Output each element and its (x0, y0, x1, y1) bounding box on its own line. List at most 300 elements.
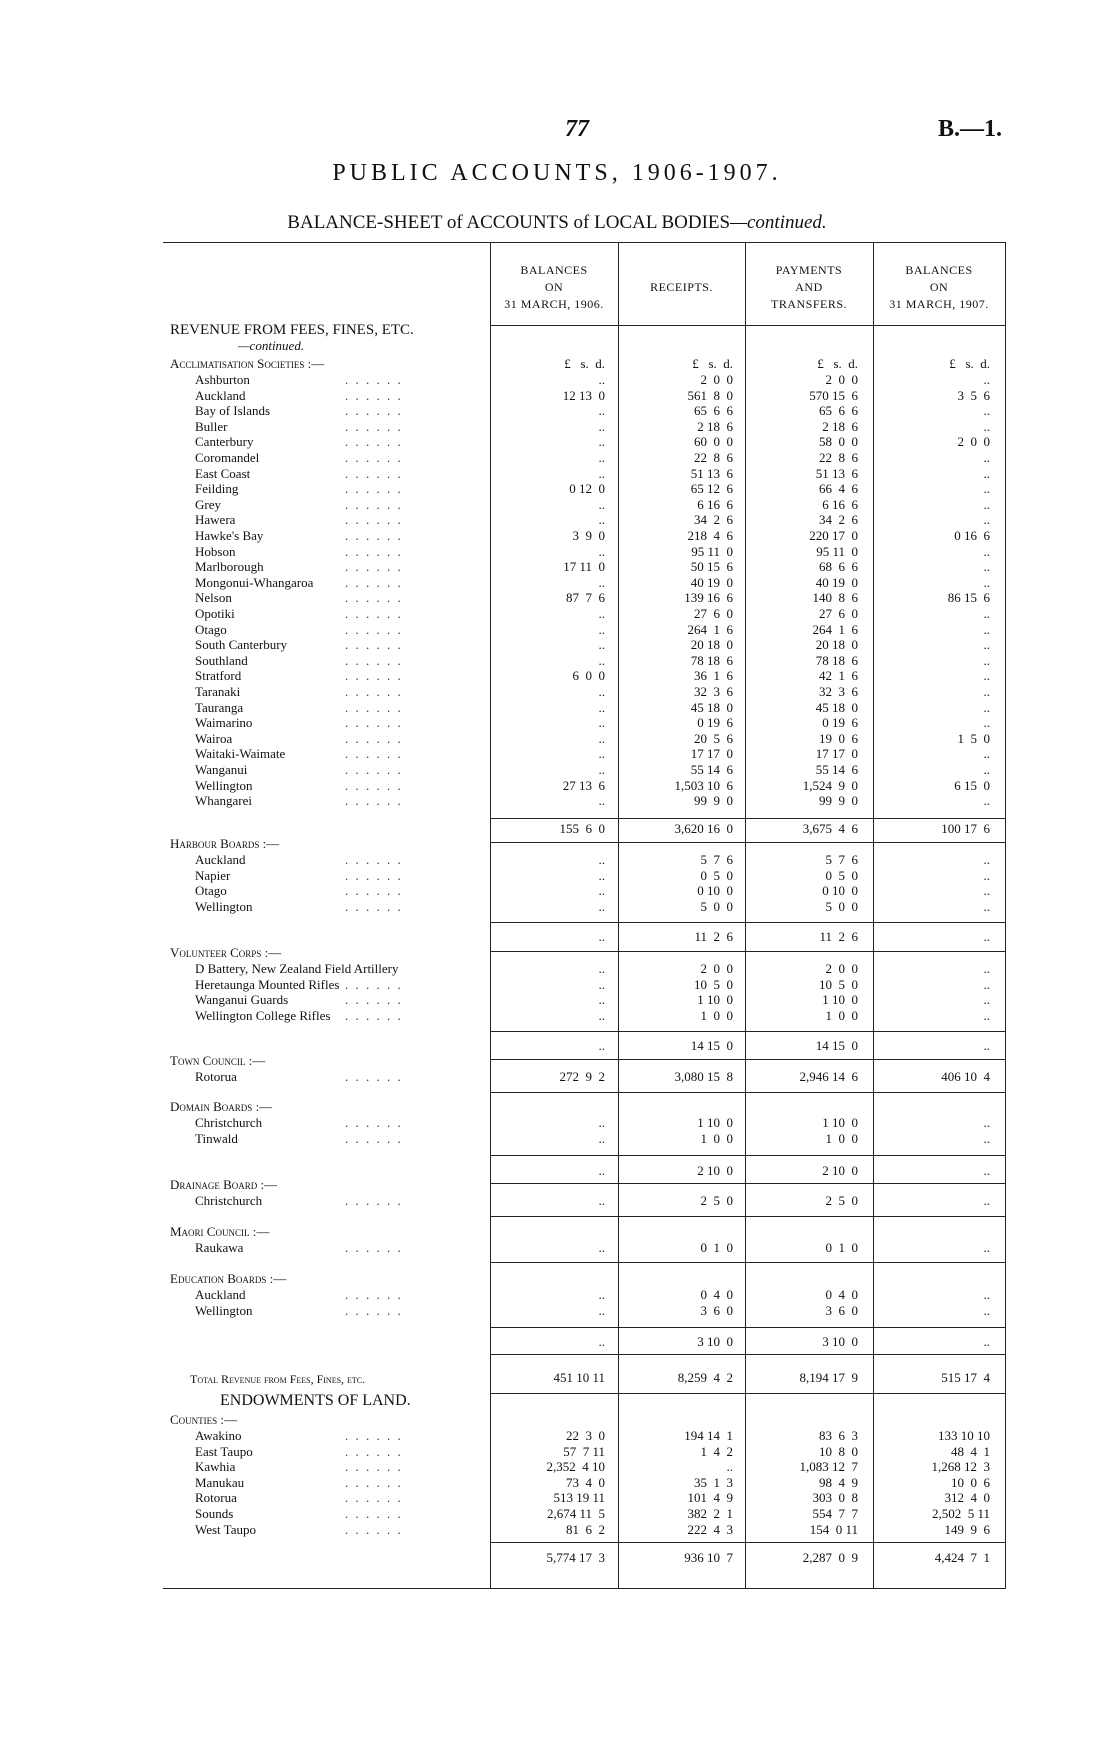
cell-c2: 78 18 6 (690, 652, 733, 668)
table-row (0, 606, 1114, 622)
subtotal-rule (873, 951, 1005, 952)
cell-c1: 6 0 0 (572, 668, 605, 684)
subtotal-rule (873, 1216, 1005, 1217)
cell-c2: 2 0 0 (700, 372, 733, 387)
cell-c2: 1 10 0 (697, 992, 733, 1008)
row-name: Tinwald (195, 1130, 238, 1146)
page-number: 77 (565, 116, 589, 142)
row-name: Sounds (195, 1506, 234, 1521)
subtotal-rule (490, 842, 618, 843)
row-name: Wellington (195, 898, 253, 914)
cell-c3: 0 19 6 (822, 715, 858, 731)
subtotal-row (0, 821, 1114, 837)
total-c3: 2,287 0 9 (802, 1550, 858, 1565)
total-c1: 5,774 17 3 (546, 1550, 605, 1565)
subtotal-rule (745, 1327, 873, 1328)
table-row (0, 434, 1114, 450)
cell-c1: .. (598, 898, 605, 914)
cell-c3: 95 11 0 (816, 543, 858, 559)
header-line: TRANSFERS. (770, 297, 848, 311)
cell-c2: 60 0 0 (694, 434, 733, 450)
leader-dots: . . . . . . (345, 684, 403, 699)
cell-c2: 222 4 3 (687, 1521, 733, 1537)
total-c2: 3,620 16 0 (674, 821, 733, 836)
cell-c4: 406 10 4 (941, 1069, 990, 1084)
cell-c1: .. (598, 403, 605, 419)
table-row (0, 1193, 1114, 1209)
leader-dots: . . . . . . (345, 1007, 403, 1023)
section-label: Volunteer Corps :— (170, 945, 282, 960)
row-name: Taranaki (195, 684, 241, 699)
cell-c3: 58 0 0 (819, 434, 858, 450)
cell-c4: .. (983, 543, 990, 559)
cell-c2: 1 0 0 (700, 1130, 733, 1146)
section-label: Domain Boards :— (170, 1099, 273, 1114)
cell-c4: .. (983, 762, 990, 777)
cell-c1: .. (598, 1007, 605, 1023)
cell-c3: 0 4 0 (825, 1287, 858, 1302)
total-c1: .. (598, 1334, 605, 1349)
cell-c1: .. (598, 976, 605, 992)
cell-c1: .. (598, 418, 605, 434)
section-label: Town Council :— (170, 1053, 266, 1068)
table-row (0, 590, 1114, 606)
total-c4: 515 17 4 (941, 1370, 990, 1385)
cell-c1: .. (598, 867, 605, 883)
endowments-heading: ENDOWMENTS OF LAND. (220, 1392, 411, 1409)
subtotal-rule (490, 1059, 618, 1060)
header-line: 31 MARCH, 1906. (504, 297, 604, 311)
cell-c1: .. (598, 512, 605, 528)
header-receipts (618, 279, 745, 296)
cell-c2: 0 10 0 (697, 883, 733, 899)
cell-c1: .. (598, 992, 605, 1008)
leader-dots: . . . . . . (345, 1115, 403, 1130)
leader-dots: . . . . . . (345, 1521, 403, 1537)
cell-c2: 101 4 9 (687, 1490, 733, 1506)
cell-c4: 2,502 5 11 (931, 1506, 990, 1521)
cell-c1: 272 9 2 (559, 1069, 605, 1084)
row-name: Stratford (195, 668, 242, 684)
cell-c3: 140 8 6 (812, 590, 858, 606)
row-name: Wanganui Guards (195, 992, 289, 1008)
page-title: PUBLIC ACCOUNTS, 1906-1907. (332, 160, 782, 186)
header-line: AND (795, 280, 823, 294)
page-subtitle (0, 212, 1114, 234)
cell-c2: 20 18 0 (690, 637, 733, 653)
total-c3: 14 15 0 (815, 1038, 858, 1053)
total-c3: 3 10 0 (822, 1334, 858, 1349)
cell-c4: 10 0 6 (951, 1474, 990, 1490)
table-row (0, 1240, 1114, 1256)
subtotal-rule (745, 922, 873, 923)
cell-c4: .. (983, 450, 990, 465)
unit-labels-c4: £ s. d. (949, 356, 990, 371)
cell-c3: 99 9 0 (819, 793, 858, 809)
subtotal-rule (745, 818, 873, 819)
leader-dots: . . . . . . (345, 606, 403, 621)
row-name: West Taupo (195, 1521, 256, 1537)
cell-c3: 17 17 0 (815, 746, 858, 762)
cell-c1: .. (598, 637, 605, 653)
subtotal-rule (490, 1216, 618, 1217)
leader-dots: . . . . . . (345, 1490, 403, 1506)
cell-c1: 0 12 0 (569, 481, 605, 497)
cell-c1: .. (598, 762, 605, 777)
total-c4: .. (983, 1163, 990, 1178)
cell-c1: .. (598, 961, 605, 976)
row-name: Tauranga (195, 699, 244, 715)
subtotal-row (0, 1550, 1114, 1566)
leader-dots: . . . . . . (345, 528, 403, 543)
cell-c2: 0 5 0 (700, 867, 733, 883)
row-name: Christchurch (195, 1115, 263, 1130)
subtotal-row (0, 1334, 1114, 1350)
cell-c1: 22 3 0 (566, 1428, 605, 1443)
cell-c2: 99 9 0 (694, 793, 733, 809)
header-line: PAYMENTS (775, 263, 843, 277)
table-row (0, 868, 1114, 884)
subtotal-rule (745, 842, 873, 843)
cell-c1: .. (598, 684, 605, 699)
cell-c2: 5 7 6 (700, 852, 733, 867)
row-name: Raukawa (195, 1240, 244, 1255)
row-name: Southland (195, 652, 248, 668)
row-name: Ashburton (195, 372, 250, 387)
subtotal-rule (745, 1393, 873, 1394)
subtotal-rule (873, 1262, 1005, 1263)
cell-c1: .. (598, 730, 605, 746)
cell-c1: .. (598, 621, 605, 637)
subtotal-rule (490, 1092, 618, 1093)
cell-c3: 154 0 11 (809, 1521, 858, 1537)
leader-dots: . . . . . . (345, 1287, 403, 1302)
cell-c1: .. (598, 606, 605, 621)
cell-c4: 312 4 0 (944, 1490, 990, 1506)
table-row (0, 778, 1114, 794)
subtitle-suffix: —continued. (730, 212, 827, 233)
subtotal-rule (873, 842, 1005, 843)
subtotal-rule (873, 1059, 1005, 1060)
row-name: Bay of Islands (195, 403, 271, 419)
cell-c3: 1,083 12 7 (799, 1459, 858, 1475)
table-row (0, 450, 1114, 466)
table-row (0, 559, 1114, 575)
cell-c3: 2 18 6 (822, 418, 858, 434)
leader-dots: . . . . . . (345, 668, 403, 684)
leader-dots: . . . . . . (345, 1069, 403, 1084)
row-name: Wellington College Rifles (195, 1007, 331, 1023)
cell-c2: 3,080 15 8 (674, 1069, 733, 1084)
subtotal-rule (490, 951, 618, 952)
subtotal-rule (745, 1262, 873, 1263)
leader-dots: . . . . . . (345, 1130, 403, 1146)
leader-dots: . . . . . . (345, 793, 403, 809)
table-row (0, 388, 1114, 404)
cell-c1: .. (598, 699, 605, 715)
table-row (0, 1069, 1114, 1085)
subtotal-rule (745, 1216, 873, 1217)
cell-c3: 20 18 0 (815, 637, 858, 653)
cell-c4: 86 15 6 (947, 590, 990, 606)
cell-c2: 65 6 6 (694, 403, 733, 419)
leader-dots: . . . . . . (345, 1443, 403, 1459)
leader-dots: . . . . . . (345, 898, 403, 914)
cell-c3: 68 6 6 (819, 559, 858, 575)
table-row (0, 793, 1114, 809)
cell-c4: .. (983, 898, 990, 914)
table-row (0, 1131, 1114, 1147)
table-row (0, 372, 1114, 388)
table-row (0, 544, 1114, 560)
leader-dots: . . . . . . (345, 512, 403, 528)
total-c4: .. (983, 1334, 990, 1349)
leader-dots: . . . . . . (345, 574, 403, 590)
section-label: Drainage Board :— (170, 1177, 278, 1192)
row-name: Christchurch (195, 1193, 263, 1208)
row-name: East Taupo (195, 1443, 253, 1459)
cell-c1: .. (598, 574, 605, 590)
cell-c4: .. (983, 668, 990, 684)
table-row (0, 899, 1114, 915)
section-label: Education Boards :— (170, 1271, 287, 1286)
leader-dots: . . . . . . (345, 543, 403, 559)
leader-dots: . . . . . . (345, 403, 403, 419)
cell-c2: 50 15 6 (690, 559, 733, 575)
cell-c2: 1,503 10 6 (674, 777, 733, 793)
table-row (0, 497, 1114, 513)
cell-c2: 3 6 0 (700, 1302, 733, 1318)
cell-c4: 133 10 10 (938, 1428, 990, 1443)
total-c3: 8,194 17 9 (799, 1370, 858, 1385)
cell-c3: 19 0 6 (819, 730, 858, 746)
cell-c1: .. (598, 434, 605, 450)
cell-c3: 303 0 8 (812, 1490, 858, 1506)
table-row (0, 622, 1114, 638)
table-row (0, 715, 1114, 731)
cell-c3: 2 0 0 (825, 372, 858, 387)
cell-c2: 17 17 0 (690, 746, 733, 762)
leader-dots: . . . . . . (345, 883, 403, 899)
row-name: Waitaki-Waimate (195, 746, 286, 762)
table-row (0, 883, 1114, 899)
cell-c4: .. (983, 852, 990, 867)
subtotal-rule (618, 1092, 745, 1093)
table-row (0, 1506, 1114, 1522)
subtotal-rule (618, 1155, 745, 1156)
row-name: Buller (195, 418, 228, 434)
cell-c4: 6 15 0 (954, 777, 990, 793)
table-row (0, 684, 1114, 700)
table-row (0, 1459, 1114, 1475)
cell-c3: 3 6 0 (825, 1302, 858, 1318)
leader-dots: . . . . . . (345, 762, 403, 777)
row-name: Manukau (195, 1474, 245, 1490)
subtotal-rule (490, 1262, 618, 1263)
header-payments (745, 262, 873, 313)
section-label: Maori Council :— (170, 1224, 270, 1239)
subtotal-rule (490, 1183, 618, 1184)
cell-c4: .. (983, 1115, 990, 1130)
subtotal-row (0, 1163, 1114, 1179)
cell-c2: 10 5 0 (694, 976, 733, 992)
table-row (0, 961, 1114, 977)
row-name: Feilding (195, 481, 239, 497)
cell-c3: 6 16 6 (822, 496, 858, 512)
cell-c3: 27 6 0 (819, 606, 858, 621)
cell-c1: .. (598, 1302, 605, 1318)
cell-c1: .. (598, 652, 605, 668)
cell-c1: .. (598, 746, 605, 762)
header-line: RECEIPTS. (650, 280, 713, 294)
cell-c1: .. (598, 1115, 605, 1130)
subtotal-rule (873, 1183, 1005, 1184)
cell-c4: .. (983, 1130, 990, 1146)
row-name: Coromandel (195, 450, 260, 465)
cell-c4: .. (983, 793, 990, 809)
cell-c1: 87 7 6 (566, 590, 605, 606)
row-name: Wellington (195, 1302, 253, 1318)
row-name: Auckland (195, 387, 246, 403)
row-name: Grey (195, 496, 221, 512)
cell-c2: 0 1 0 (700, 1240, 733, 1255)
total-c2: 8,259 4 2 (677, 1370, 733, 1385)
cell-c4: .. (983, 1287, 990, 1302)
cell-c4: .. (983, 1240, 990, 1255)
subtitle-main: BALANCE-SHEET of ACCOUNTS of LOCAL BODIES (287, 212, 731, 233)
table-row (0, 575, 1114, 591)
cell-c1: 17 11 0 (563, 559, 605, 575)
subtotal-rule (618, 1542, 745, 1543)
subtotal-rule (618, 1031, 745, 1032)
leader-dots: . . . . . . (345, 1506, 403, 1521)
cell-c4: 149 9 6 (944, 1521, 990, 1537)
cell-c3: 1,524 9 0 (802, 777, 858, 793)
table-row (0, 852, 1114, 868)
cell-c1: 27 13 6 (562, 777, 605, 793)
total-c2: 2 10 0 (697, 1163, 733, 1178)
cell-c3: 5 0 0 (825, 898, 858, 914)
table-row (0, 637, 1114, 653)
subtotal-rule (873, 1354, 1005, 1355)
subtotal-rule (873, 922, 1005, 923)
grand-total-label: Total Revenue from Fees, Fines, etc. (190, 1372, 366, 1386)
total-c2: 936 10 7 (684, 1550, 733, 1565)
cell-c4: .. (983, 496, 990, 512)
header-bottom-rule (490, 325, 1006, 326)
cell-c2: 1 0 0 (700, 1007, 733, 1023)
table-row (0, 1115, 1114, 1131)
cell-c3: 42 1 6 (819, 668, 858, 684)
cell-c2: 264 1 6 (687, 621, 733, 637)
subtotal-rule (618, 1262, 745, 1263)
cell-c3: 45 18 0 (815, 699, 858, 715)
leader-dots: . . . . . . (345, 1302, 403, 1318)
table-row (0, 1303, 1114, 1319)
leader-dots: . . . . . . (345, 481, 403, 497)
row-name: Hobson (195, 543, 236, 559)
leader-dots: . . . . . . (345, 730, 403, 746)
header-opening-balances (490, 262, 618, 313)
table-row (0, 403, 1114, 419)
total-c1: .. (598, 929, 605, 944)
header-line: BALANCES (905, 263, 973, 277)
subtotal-rule (745, 1155, 873, 1156)
unit-labels-c1: £ s. d. (564, 356, 605, 371)
cell-c3: 51 13 6 (815, 465, 858, 481)
row-name: Auckland (195, 1287, 246, 1302)
cell-c3: 2,946 14 6 (799, 1069, 858, 1084)
cell-c4: .. (983, 976, 990, 992)
cell-c1: .. (598, 1287, 605, 1302)
leader-dots: . . . . . . (345, 559, 403, 575)
cell-c4: .. (983, 465, 990, 481)
cell-c2: 561 8 0 (687, 387, 733, 403)
cell-c2: 27 6 0 (694, 606, 733, 621)
subtotal-rule (490, 818, 618, 819)
section-label: Counties :— (170, 1412, 238, 1427)
cell-c3: 65 6 6 (819, 403, 858, 419)
subtotal-rule (618, 1216, 745, 1217)
leader-dots: . . . . . . (345, 496, 403, 512)
cell-c3: 32 3 6 (819, 684, 858, 699)
cell-c4: .. (983, 372, 990, 387)
cell-c3: 55 14 6 (815, 762, 858, 777)
cell-c3: 554 7 7 (812, 1506, 858, 1521)
subtotal-rule (490, 1542, 618, 1543)
subtotal-rule (873, 818, 1005, 819)
unit-labels-c3: £ s. d. (817, 356, 858, 371)
leader-dots: . . . . . . (345, 372, 403, 387)
cell-c3: 1 0 0 (825, 1007, 858, 1023)
leader-dots: . . . . . . (345, 652, 403, 668)
cell-c3: 1 10 0 (822, 992, 858, 1008)
total-c1: .. (598, 1038, 605, 1053)
cell-c2: 55 14 6 (690, 762, 733, 777)
cell-c2: 218 4 6 (687, 528, 733, 543)
leader-dots: . . . . . . (345, 387, 403, 403)
subtotal-rule (618, 922, 745, 923)
cell-c3: 34 2 6 (819, 512, 858, 528)
cell-c2: 51 13 6 (690, 465, 733, 481)
cell-c4: .. (983, 481, 990, 497)
cell-c2: 2 0 0 (700, 961, 733, 976)
unit-labels-c2: £ s. d. (692, 356, 733, 371)
cell-c3: 0 1 0 (825, 1240, 858, 1255)
total-c3: 11 2 6 (819, 929, 858, 944)
cell-c4: .. (983, 512, 990, 528)
cell-c2: 32 3 6 (694, 684, 733, 699)
row-name: Auckland (195, 852, 246, 867)
subtotal-row (0, 929, 1114, 945)
header-closing-balances (873, 262, 1005, 313)
cell-c3: 5 7 6 (825, 852, 858, 867)
total-c2: 3 10 0 (697, 1334, 733, 1349)
subtotal-rule (490, 1327, 618, 1328)
table-row (0, 668, 1114, 684)
row-name: Otago (195, 883, 227, 899)
leader-dots: . . . . . . (345, 590, 403, 606)
cell-c2: 34 2 6 (694, 512, 733, 528)
table-row (0, 746, 1114, 762)
cell-c4: .. (983, 961, 990, 976)
leader-dots: . . . . . . (345, 852, 403, 867)
table-row (0, 466, 1114, 482)
cell-c4: .. (983, 606, 990, 621)
table-row (0, 762, 1114, 778)
subtotal-rule (745, 951, 873, 952)
table-row (0, 977, 1114, 993)
